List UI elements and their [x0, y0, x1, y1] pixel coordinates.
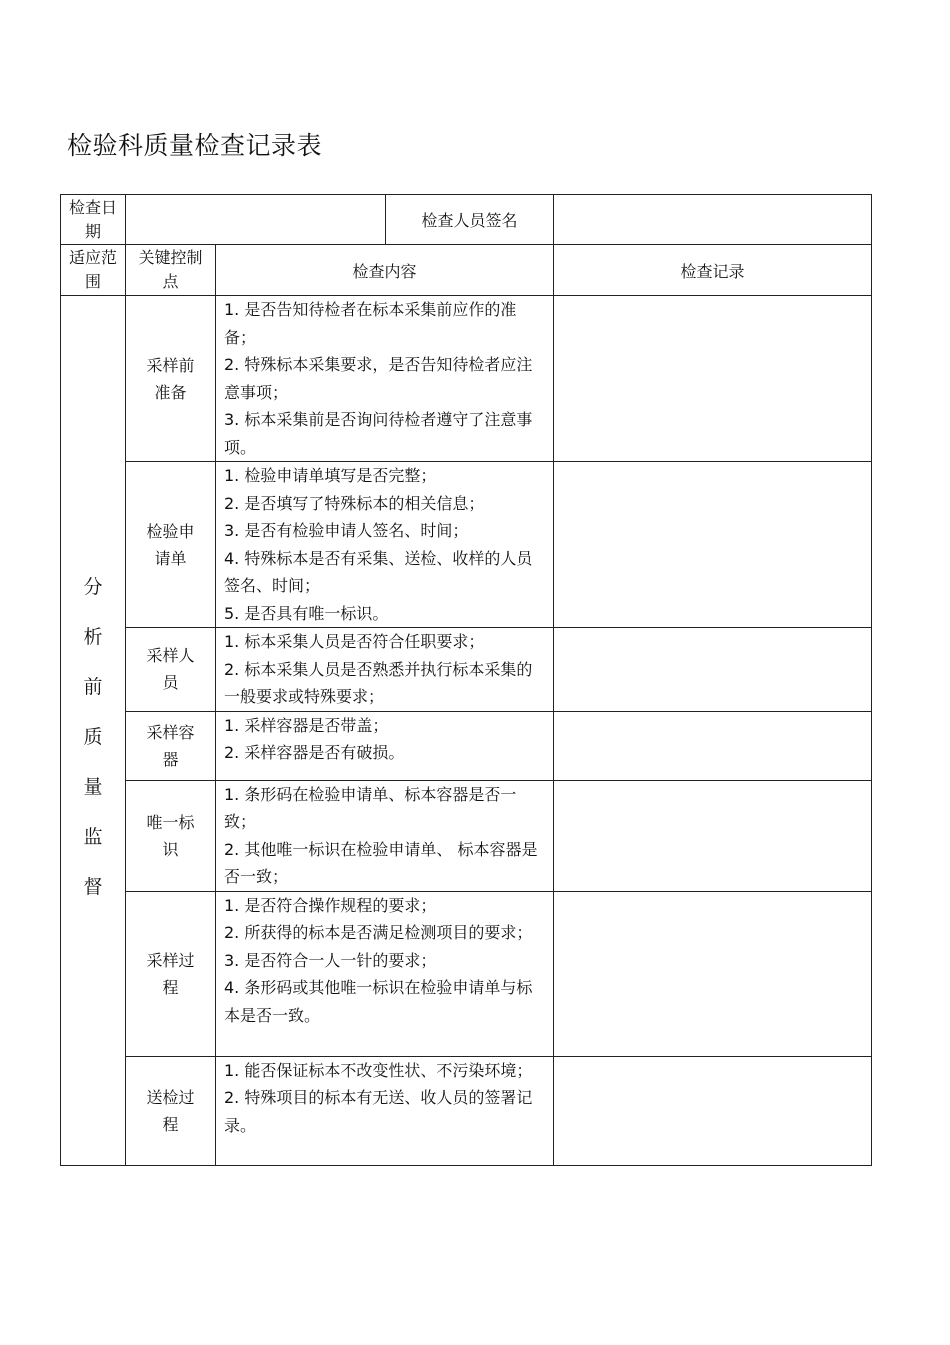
- content-item: 2. 其他唯一标识在检验申请单、 标本容器是否一致；: [224, 839, 538, 886]
- column-header-content: 检查内容: [216, 245, 554, 296]
- column-header-control-point: 关键控制点: [126, 245, 216, 296]
- content-cell: [216, 891, 554, 1056]
- content-item: 1. 采样容器是否带盖；: [224, 715, 389, 735]
- control-point-cell: 采样过程: [126, 891, 216, 1056]
- content-item: 2. 标本采集人员是否熟悉并执行标本采集的一般要求或特殊要求；: [224, 659, 533, 706]
- column-header-record: 检查记录: [554, 245, 872, 296]
- table-row: [61, 628, 872, 712]
- content-item: 4. 特殊标本是否有采集、送检、收样的人员签名、时间；: [224, 548, 533, 595]
- record-cell[interactable]: [554, 1056, 872, 1165]
- content-item: 1. 是否告知待检者在标本采集前应作的准备；: [224, 300, 517, 347]
- column-header-scope: 适应范围: [61, 245, 126, 296]
- document-title: 检验科质量检查记录表: [67, 131, 323, 160]
- table-row: [61, 462, 872, 628]
- control-point-cell: 采样前准备: [126, 296, 216, 462]
- control-point-cell: 采样容器: [126, 711, 216, 780]
- content-cell: [216, 711, 554, 780]
- inspector-signature-field[interactable]: [554, 195, 872, 245]
- table-row: [61, 891, 872, 1056]
- content-list: [224, 1057, 547, 1140]
- header-row-date: [61, 195, 872, 245]
- content-cell: [216, 628, 554, 712]
- content-item: 1. 是否符合操作规程的要求；: [224, 895, 437, 915]
- control-point-cell: 唯一标识: [126, 780, 216, 891]
- content-list: [224, 296, 547, 461]
- content-list: [224, 892, 547, 1030]
- scope-cell: [61, 296, 126, 1166]
- content-item: 3. 是否符合一人一针的要求；: [224, 950, 437, 970]
- content-cell: [216, 462, 554, 628]
- content-cell: [216, 1056, 554, 1165]
- scope-label: 分析前质量监督: [83, 576, 103, 899]
- content-list: [224, 628, 547, 711]
- content-cell: [216, 780, 554, 891]
- content-list: [224, 712, 547, 767]
- content-item: 1. 能否保证标本不改变性状、不污染环境；: [224, 1060, 533, 1080]
- content-item: 3. 标本采集前是否询问待检者遵守了注意事项。: [224, 410, 533, 457]
- content-item: 2. 特殊项目的标本有无送、收人员的签署记录。: [224, 1088, 533, 1135]
- control-point-cell: 送检过程: [126, 1056, 216, 1165]
- content-item: 1. 标本采集人员是否符合任职要求；: [224, 632, 485, 651]
- record-cell[interactable]: [554, 711, 872, 780]
- quality-check-table: [60, 194, 872, 1166]
- control-point-cell: 检验申请单: [126, 462, 216, 628]
- record-cell[interactable]: [554, 628, 872, 712]
- date-label: 检查日期: [61, 195, 126, 245]
- record-cell[interactable]: [554, 891, 872, 1056]
- content-item: 4. 条形码或其他唯一标识在检验申请单与标本是否一致。: [224, 978, 533, 1025]
- control-point-cell: 采样人员: [126, 628, 216, 712]
- content-list: [224, 781, 547, 891]
- record-cell[interactable]: [554, 296, 872, 462]
- content-item: 5. 是否具有唯一标识。: [224, 603, 389, 623]
- content-item: 1. 检验申请单填写是否完整；: [224, 466, 437, 485]
- header-row-columns: [61, 245, 872, 296]
- record-cell[interactable]: [554, 780, 872, 891]
- content-cell: [216, 296, 554, 462]
- record-cell[interactable]: [554, 462, 872, 628]
- content-item: 2. 特殊标本采集要求，是否告知待检者应注意事项；: [224, 355, 533, 402]
- content-item: 3. 是否有检验申请人签名、时间；: [224, 521, 469, 540]
- table-row: [61, 1056, 872, 1165]
- content-item: 2. 采样容器是否有破损。: [224, 743, 405, 762]
- table-row: [61, 296, 872, 462]
- content-item: 2. 是否填写了特殊标本的相关信息；: [224, 493, 485, 513]
- table-row: [61, 780, 872, 891]
- table-row: [61, 711, 872, 780]
- content-item: 2. 所获得的标本是否满足检测项目的要求；: [224, 923, 533, 942]
- content-list: [224, 462, 547, 627]
- content-item: 1. 条形码在检验申请单、标本容器是否一致；: [224, 784, 517, 831]
- inspector-label: 检查人员签名: [386, 195, 554, 245]
- date-field[interactable]: [126, 195, 386, 245]
